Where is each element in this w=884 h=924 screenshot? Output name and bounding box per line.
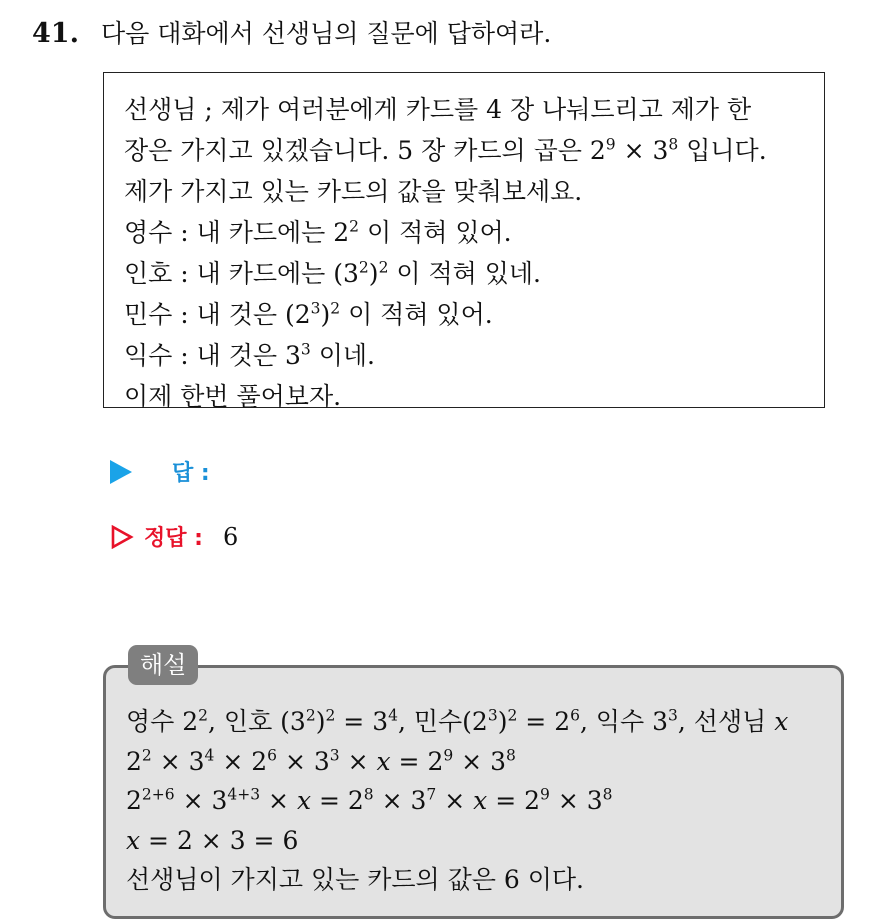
dialogue-text: × 3 [615,136,669,165]
dialogue-text: 장은 가지고 있겠습니다. 5 장 카드의 곱은 2 [124,136,606,165]
exponent: 2 [305,706,316,725]
exponent: 6 [570,706,580,725]
exponent: 6 [267,745,278,764]
dialogue-text: ) [320,300,331,329]
math-text: = 2 [487,786,540,815]
dialogue-text: 선생님 ; 제가 여러분에게 카드를 4 장 나눠드리고 제가 한 [124,95,752,124]
question-header [32,14,551,50]
dialogue-text: ) [368,259,379,288]
exponent: 2 [358,258,369,277]
exponent: 3 [310,299,321,318]
dialogue-text: 인호 : 내 카드에는 (3 [124,259,359,288]
dialogue-line [124,130,824,171]
question-text: 다음 대화에서 선생님의 질문에 답하여라. [100,19,552,48]
dialogue-line [124,212,824,253]
math-text: × 3 [373,786,427,815]
math-text: ) [497,707,508,736]
question-number: 41. [32,18,79,49]
dialogue-text: 민수 : 내 것은 (2 [124,300,311,329]
math-text: , 익수 3 [579,707,669,736]
math-text: × [260,786,297,815]
math-text: = 2 × 3 = 6 [140,825,299,855]
math-text: 2 [126,746,142,776]
dialogue-text: 이제 한번 풀어보자. [124,382,342,411]
dialogue-text: 이 적혀 있어. [340,300,493,329]
math-text: 2 [126,786,142,815]
math-text: × 3 [453,746,506,776]
exponent: 9 [443,745,454,764]
math-text: × 3 [549,786,603,815]
exponent: 3 [300,340,311,359]
exponent: 4 [388,706,398,725]
math-text: × [339,746,377,776]
exponent: 2 [507,706,518,725]
explanation-box [103,665,844,919]
math-variable: x [376,746,391,776]
math-text: × 2 [214,746,268,776]
math-text: × 3 [151,746,205,776]
exponent: 3 [329,745,340,764]
explanation-conclusion: 선생님이 가지고 있는 카드의 값은 6 이다. [126,865,584,894]
math-text: = 2 [311,786,364,815]
dialogue-text: 이 적혀 있어. [359,218,512,247]
math-variable: x [126,825,141,855]
dialogue-line [124,89,824,130]
math-text: , 선생님 [677,707,775,736]
dialogue-text: 이 적혀 있네. [388,259,541,288]
exponent: 8 [363,785,374,804]
exponent: 2 [378,258,389,277]
answer-label: 답 : [172,461,210,486]
correct-answer-value: 6 [222,522,239,551]
dialogue-text: 영수 : 내 카드에는 2 [124,218,350,247]
dialogue-box [103,72,825,411]
exponent: 2 [330,299,341,318]
exponent: 2 [141,745,152,764]
math-text: ) [315,707,326,736]
dialogue-line [124,171,824,212]
exponent: 4+3 [227,785,261,804]
dialogue-text: 제가 가지고 있는 카드의 값을 맞춰보세요. [124,177,583,206]
math-text: = 2 [517,707,571,736]
exponent: 9 [605,135,616,154]
exponent: 7 [426,785,437,804]
math-variable: x [473,786,488,815]
dialogue-text: 이네. [310,341,375,370]
explanation-line [126,702,841,742]
math-text: , 민수(2 [397,707,488,736]
exponent: 8 [602,785,613,804]
explanation-tab: 해설 [128,645,198,685]
correct-answer-label: 정답 : [144,526,203,551]
exponent: 3 [668,706,678,725]
math-text: = 3 [335,707,389,736]
math-text: × 3 [277,746,330,776]
exponent: 2 [325,706,336,725]
exponent: 3 [487,706,498,725]
exponent: 4 [204,745,215,764]
exponent: 2 [349,217,360,236]
dialogue-line [124,253,824,294]
explanation-line [126,742,841,782]
math-text: = 2 [390,746,444,776]
dialogue-line [124,376,824,417]
dialogue-line [124,294,824,335]
play-triangle-icon [110,460,132,484]
correct-answer-row [110,521,238,552]
exponent: 9 [540,785,550,804]
math-variable: x [296,786,312,815]
explanation-line [126,860,841,900]
math-text: × [436,786,474,815]
math-text: × 3 [174,786,228,815]
explanation-line [126,781,841,821]
exponent: 8 [668,135,679,154]
math-variable: x [774,707,789,736]
math-text: , 인호 (3 [208,707,306,736]
exponent: 2 [198,706,209,725]
dialogue-line [124,335,824,376]
dialogue-text: 입니다. [678,136,767,165]
answer-row [110,456,210,487]
outline-triangle-icon [110,525,134,549]
exponent: 8 [505,745,516,764]
dialogue-text: 익수 : 내 것은 3 [124,341,301,370]
explanation-line [126,821,841,861]
math-text: 영수 2 [126,707,199,736]
exponent: 2+6 [141,785,175,804]
